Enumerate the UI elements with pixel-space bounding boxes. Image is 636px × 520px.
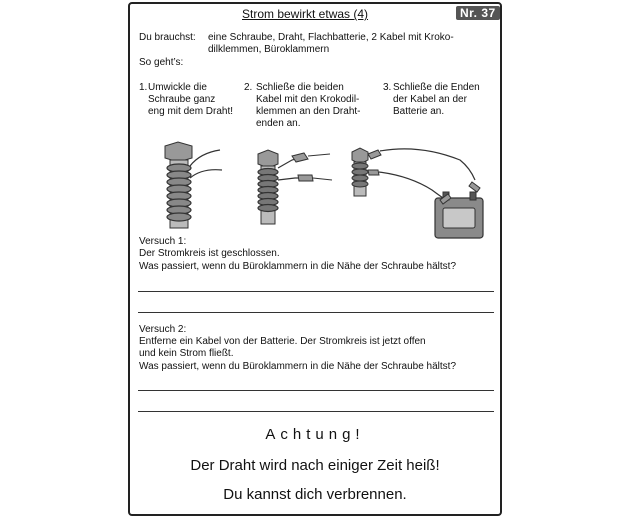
- step-2-line: enden an.: [256, 118, 301, 129]
- experiment-illustrations: [140, 138, 500, 246]
- materials-line-2: dilklemmen, Büroklammern: [208, 44, 330, 55]
- warning-line-2: Du kannst dich verbrennen.: [223, 486, 407, 503]
- step-1-line: Umwickle die: [148, 82, 207, 93]
- step-2-line: Kabel mit den Krokodil-: [256, 94, 360, 105]
- wrapped-screw-drawing: [165, 142, 222, 228]
- answer-line[interactable]: [138, 390, 494, 391]
- step-3-line: Schließe die Enden: [393, 82, 480, 93]
- step-3-line: Batterie an.: [393, 106, 445, 117]
- step-2-line: klemmen an den Draht-: [256, 106, 361, 117]
- step-3-line: der Kabel an der: [393, 94, 467, 105]
- answer-line[interactable]: [138, 291, 494, 292]
- experiment-2-question: Was passiert, wenn du Büroklammern in die Nähe der Schraube hältst?: [139, 361, 457, 372]
- warning-title: Achtung!: [265, 426, 365, 443]
- warning-line-1: Der Draht wird nach einiger Zeit heiß!: [190, 457, 440, 474]
- experiment-2-text: und kein Strom fließt.: [139, 348, 234, 359]
- worksheet-number-badge: Nr. 37: [456, 6, 500, 20]
- answer-line[interactable]: [138, 312, 494, 313]
- experiment-1-question: Was passiert, wenn du Büroklammern in die Nähe der Schraube hältst?: [139, 261, 457, 272]
- experiment-1-text: Der Stromkreis ist geschlossen.: [139, 248, 280, 259]
- step-1-line: eng mit dem Draht!: [148, 106, 234, 117]
- step-2-number: 2.: [244, 82, 253, 93]
- screw-with-clips-drawing: [258, 150, 332, 224]
- step-2-line: Schließe die beiden: [256, 82, 344, 93]
- materials-line-1: eine Schraube, Draht, Flachbatterie, 2 Kabel mit Kroko-: [208, 32, 454, 43]
- experiment-2-heading: Versuch 2:: [139, 324, 187, 335]
- howto-heading: So geht’s:: [139, 57, 184, 68]
- worksheet-title: Strom bewirkt etwas (4): [242, 7, 369, 21]
- step-1-line: Schraube ganz: [148, 94, 216, 105]
- circuit-with-battery-drawing: [352, 148, 483, 238]
- answer-line[interactable]: [138, 411, 494, 412]
- experiment-1-heading: Versuch 1:: [139, 236, 187, 247]
- experiment-2-text: Entferne ein Kabel von der Batterie. Der Stromkreis ist jetzt offen: [139, 336, 426, 347]
- step-1-number: 1.: [139, 82, 148, 93]
- materials-label: Du brauchst:: [139, 32, 196, 43]
- step-3-number: 3.: [383, 82, 392, 93]
